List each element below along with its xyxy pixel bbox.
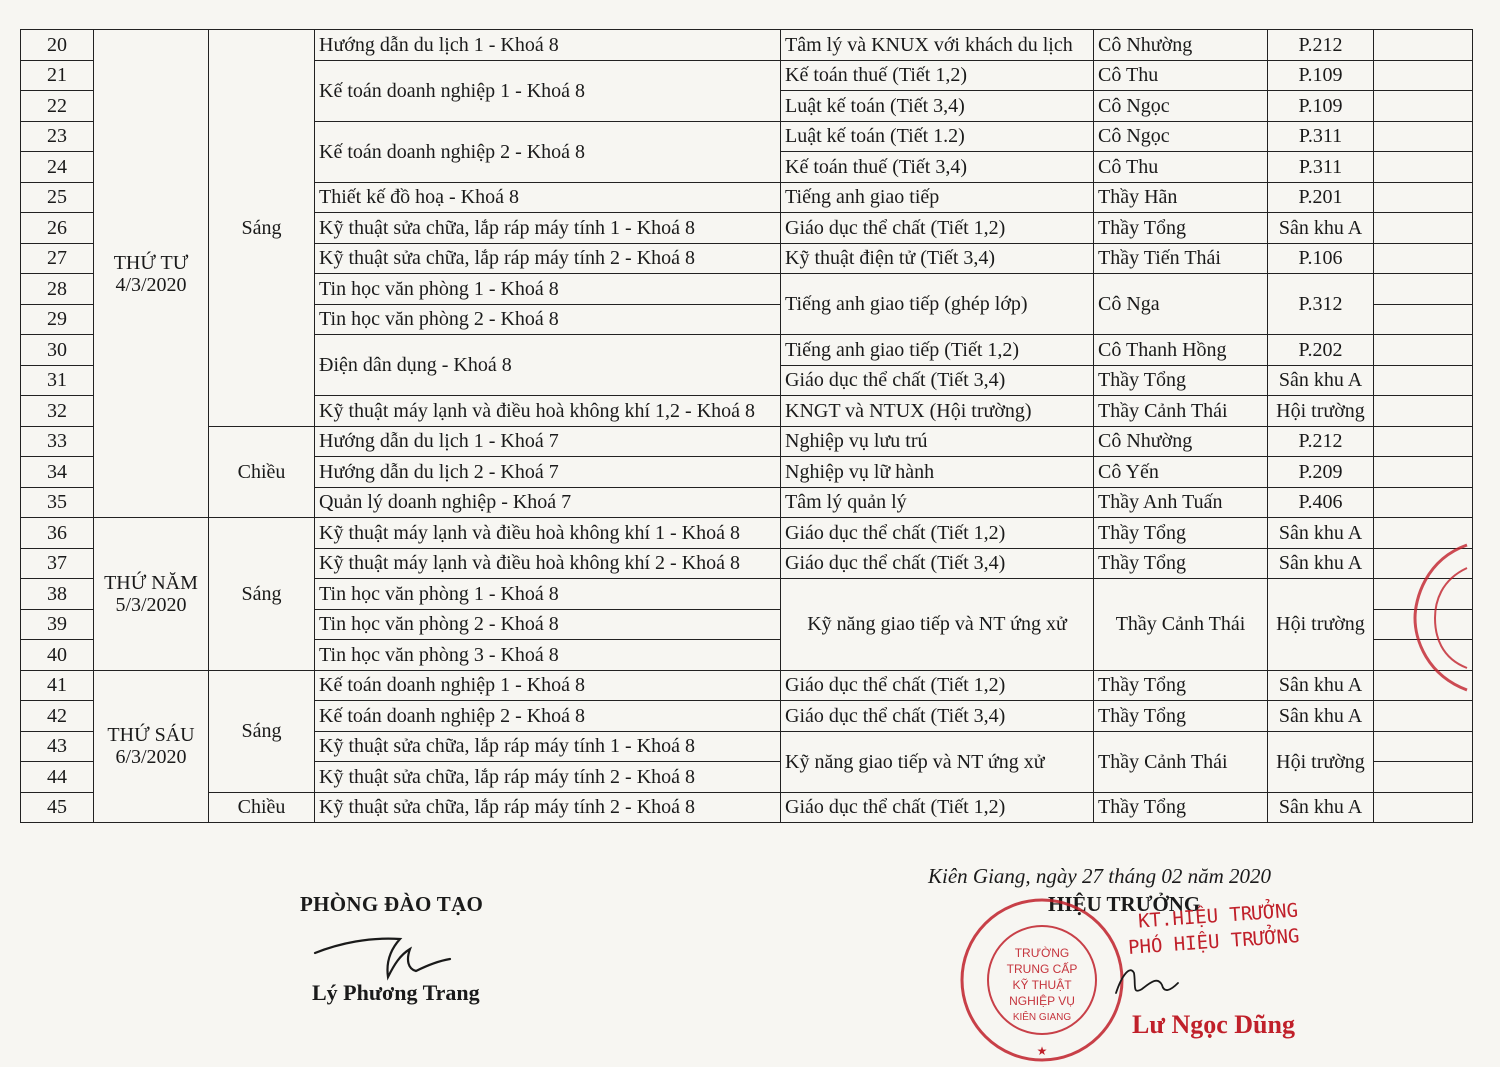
- room-cell: Hội trường: [1268, 396, 1374, 427]
- subject-cell: Tâm lý quản lý: [781, 487, 1094, 518]
- subject-cell: Giáo dục thể chất (Tiết 1,2): [781, 670, 1094, 701]
- room-cell: Sân khu A: [1268, 213, 1374, 244]
- schedule-table: [20, 29, 1473, 823]
- day-cell: [94, 30, 209, 518]
- table-row: [21, 426, 1473, 457]
- teacher-cell: Thầy Tổng: [1094, 701, 1268, 732]
- blank-cell: [1374, 762, 1473, 793]
- row-number: 36: [21, 518, 94, 549]
- room-cell: Sân khu A: [1268, 548, 1374, 579]
- table-row: [21, 792, 1473, 823]
- teacher-cell: Thầy Tổng: [1094, 518, 1268, 549]
- room-cell: P.212: [1268, 30, 1374, 61]
- subject-cell: Kỹ thuật điện tử (Tiết 3,4): [781, 243, 1094, 274]
- blank-cell: [1374, 121, 1473, 152]
- room-cell: P.311: [1268, 121, 1374, 152]
- svg-text:NGHIỆP VỤ: NGHIỆP VỤ: [1009, 994, 1075, 1008]
- blank-cell: [1374, 213, 1473, 244]
- class-cell: Kỹ thuật sửa chữa, lắp ráp máy tính 1 - Khoá 8: [315, 731, 781, 762]
- subject-cell: Nghiệp vụ lưu trú: [781, 426, 1094, 457]
- teacher-cell: Cô Thu: [1094, 60, 1268, 91]
- row-number: 45: [21, 792, 94, 823]
- table-row: [21, 518, 1473, 549]
- blank-cell: [1374, 487, 1473, 518]
- subject-cell: Tiếng anh giao tiếp (Tiết 1,2): [781, 335, 1094, 366]
- row-number: 35: [21, 487, 94, 518]
- room-cell: P.109: [1268, 60, 1374, 91]
- subject-cell: Kỹ năng giao tiếp và NT ứng xử: [781, 731, 1094, 792]
- row-number: 33: [21, 426, 94, 457]
- class-cell: Kỹ thuật sửa chữa, lắp ráp máy tính 2 - Khoá 8: [315, 792, 781, 823]
- subject-cell: Tiếng anh giao tiếp (ghép lớp): [781, 274, 1094, 335]
- subject-cell: Giáo dục thể chất (Tiết 1,2): [781, 213, 1094, 244]
- teacher-cell: Cô Nhường: [1094, 30, 1268, 61]
- class-cell: Kỹ thuật máy lạnh và điều hoà không khí 1,2 - Khoá 8: [315, 396, 781, 427]
- row-number: 41: [21, 670, 94, 701]
- blank-cell: [1374, 304, 1473, 335]
- room-cell: Hội trường: [1268, 579, 1374, 671]
- department-signer-name: Lý Phương Trang: [312, 980, 480, 1005]
- class-cell: Điện dân dụng - Khoá 8: [315, 335, 781, 396]
- room-cell: P.201: [1268, 182, 1374, 213]
- table-row: [21, 670, 1473, 701]
- teacher-cell: Cô Ngọc: [1094, 91, 1268, 122]
- subject-cell: Luật kế toán (Tiết 1.2): [781, 121, 1094, 152]
- row-number: 39: [21, 609, 94, 640]
- principal-title: HIỆU TRƯỞNG: [1048, 892, 1201, 916]
- page-seal-fragment: [1405, 540, 1475, 695]
- room-cell: P.312: [1268, 274, 1374, 335]
- room-cell: Sân khu A: [1268, 701, 1374, 732]
- deputy-line-1: KT.HIỆU TRƯỞNG: [1137, 899, 1299, 933]
- teacher-cell: Thầy Anh Tuấn: [1094, 487, 1268, 518]
- teacher-cell: Cô Thanh Hồng: [1094, 335, 1268, 366]
- row-number: 34: [21, 457, 94, 488]
- teacher-cell: Thầy Cảnh Thái: [1094, 731, 1268, 792]
- row-number: 28: [21, 274, 94, 305]
- subject-cell: Giáo dục thể chất (Tiết 3,4): [781, 365, 1094, 396]
- room-cell: Sân khu A: [1268, 670, 1374, 701]
- subject-cell: Tâm lý và KNUX với khách du lịch: [781, 30, 1094, 61]
- subject-cell: Giáo dục thể chất (Tiết 3,4): [781, 548, 1094, 579]
- teacher-cell: Cô Ngọc: [1094, 121, 1268, 152]
- teacher-cell: Thầy Tổng: [1094, 792, 1268, 823]
- subject-cell: KNGT và NTUX (Hội trường): [781, 396, 1094, 427]
- blank-cell: [1374, 701, 1473, 732]
- subject-cell: Giáo dục thể chất (Tiết 3,4): [781, 701, 1094, 732]
- blank-cell: [1374, 365, 1473, 396]
- room-cell: P.311: [1268, 152, 1374, 183]
- room-cell: P.209: [1268, 457, 1374, 488]
- row-number: 22: [21, 91, 94, 122]
- svg-text:TRƯỜNG: TRƯỜNG: [1014, 946, 1070, 960]
- room-cell: Sân khu A: [1268, 518, 1374, 549]
- room-cell: Sân khu A: [1268, 365, 1374, 396]
- class-cell: Tin học văn phòng 1 - Khoá 8: [315, 579, 781, 610]
- session-cell: Sáng: [209, 518, 315, 671]
- blank-cell: [1374, 792, 1473, 823]
- day-date: 4/3/2020: [115, 273, 187, 296]
- day-name: THỨ TƯ: [113, 251, 189, 274]
- row-number: 27: [21, 243, 94, 274]
- session-cell: Sáng: [209, 30, 315, 427]
- session-cell: Chiều: [209, 426, 315, 518]
- class-cell: Kỹ thuật sửa chữa, lắp ráp máy tính 1 - Khoá 8: [315, 213, 781, 244]
- row-number: 20: [21, 30, 94, 61]
- row-number: 43: [21, 731, 94, 762]
- class-cell: Kỹ thuật sửa chữa, lắp ráp máy tính 2 - Khoá 8: [315, 243, 781, 274]
- subject-cell: Nghiệp vụ lữ hành: [781, 457, 1094, 488]
- place-date: Kiên Giang, ngày 27 tháng 02 năm 2020: [928, 864, 1271, 888]
- subject-cell: Kế toán thuế (Tiết 1,2): [781, 60, 1094, 91]
- room-cell: P.109: [1268, 91, 1374, 122]
- row-number: 30: [21, 335, 94, 366]
- class-cell: Tin học văn phòng 2 - Khoá 8: [315, 304, 781, 335]
- room-cell: P.106: [1268, 243, 1374, 274]
- row-number: 29: [21, 304, 94, 335]
- principal-signer-name: Lư Ngọc Dũng: [1132, 1010, 1295, 1039]
- department-signature: [310, 925, 460, 985]
- svg-text:TRUNG CẤP: TRUNG CẤP: [1006, 962, 1078, 976]
- blank-cell: [1374, 731, 1473, 762]
- class-cell: Kỹ thuật sửa chữa, lắp ráp máy tính 2 - Khoá 8: [315, 762, 781, 793]
- teacher-cell: Thầy Tổng: [1094, 213, 1268, 244]
- day-cell: [94, 670, 209, 823]
- class-cell: Kế toán doanh nghiệp 1 - Khoá 8: [315, 60, 781, 121]
- blank-cell: [1374, 426, 1473, 457]
- class-cell: Quản lý doanh nghiệp - Khoá 7: [315, 487, 781, 518]
- blank-cell: [1374, 335, 1473, 366]
- class-cell: Kỹ thuật máy lạnh và điều hoà không khí 2 - Khoá 8: [315, 548, 781, 579]
- subject-cell: Giáo dục thể chất (Tiết 1,2): [781, 792, 1094, 823]
- row-number: 26: [21, 213, 94, 244]
- room-cell: Hội trường: [1268, 731, 1374, 792]
- teacher-cell: Thầy Tổng: [1094, 670, 1268, 701]
- blank-cell: [1374, 274, 1473, 305]
- teacher-cell: Cô Nhường: [1094, 426, 1268, 457]
- row-number: 37: [21, 548, 94, 579]
- school-stamp: [955, 895, 1130, 1065]
- teacher-cell: Cô Thu: [1094, 152, 1268, 183]
- row-number: 21: [21, 60, 94, 91]
- day-name: THỨ SÁU: [107, 724, 195, 747]
- room-cell: Sân khu A: [1268, 792, 1374, 823]
- day-date: 6/3/2020: [115, 746, 187, 769]
- day-name: THỨ NĂM: [104, 571, 198, 594]
- blank-cell: [1374, 91, 1473, 122]
- class-cell: Tin học văn phòng 3 - Khoá 8: [315, 640, 781, 671]
- teacher-cell: Thầy Cảnh Thái: [1094, 396, 1268, 427]
- class-cell: Kế toán doanh nghiệp 1 - Khoá 8: [315, 670, 781, 701]
- teacher-cell: Thầy Hãn: [1094, 182, 1268, 213]
- department-title: PHÒNG ĐÀO TẠO: [300, 892, 484, 916]
- row-number: 32: [21, 396, 94, 427]
- blank-cell: [1374, 182, 1473, 213]
- row-number: 24: [21, 152, 94, 183]
- teacher-cell: Cô Yến: [1094, 457, 1268, 488]
- session-cell: Sáng: [209, 670, 315, 792]
- class-cell: Hướng dẫn du lịch 2 - Khoá 7: [315, 457, 781, 488]
- deputy-line-2: PHÓ HIỆU TRƯỞNG: [1127, 925, 1301, 959]
- class-cell: Hướng dẫn du lịch 1 - Khoá 7: [315, 426, 781, 457]
- subject-cell: Giáo dục thể chất (Tiết 1,2): [781, 518, 1094, 549]
- room-cell: P.212: [1268, 426, 1374, 457]
- svg-text:KIÊN GIANG: KIÊN GIANG: [1012, 1012, 1072, 1023]
- subject-cell: Kế toán thuế (Tiết 3,4): [781, 152, 1094, 183]
- class-cell: Hướng dẫn du lịch 1 - Khoá 8: [315, 30, 781, 61]
- blank-cell: [1374, 243, 1473, 274]
- blank-cell: [1374, 30, 1473, 61]
- day-cell: [94, 518, 209, 671]
- teacher-cell: Cô Nga: [1094, 274, 1268, 335]
- principal-signature: [1108, 955, 1198, 1005]
- row-number: 25: [21, 182, 94, 213]
- room-cell: P.406: [1268, 487, 1374, 518]
- blank-cell: [1374, 152, 1473, 183]
- subject-cell: Kỹ năng giao tiếp và NT ứng xử: [781, 579, 1094, 671]
- room-cell: P.202: [1268, 335, 1374, 366]
- teacher-cell: Thầy Tiến Thái: [1094, 243, 1268, 274]
- row-number: 42: [21, 701, 94, 732]
- class-cell: Kế toán doanh nghiệp 2 - Khoá 8: [315, 701, 781, 732]
- row-number: 23: [21, 121, 94, 152]
- class-cell: Tin học văn phòng 1 - Khoá 8: [315, 274, 781, 305]
- blank-cell: [1374, 396, 1473, 427]
- class-cell: Kỹ thuật máy lạnh và điều hoà không khí 1 - Khoá 8: [315, 518, 781, 549]
- row-number: 38: [21, 579, 94, 610]
- class-cell: Thiết kế đồ hoạ - Khoá 8: [315, 182, 781, 213]
- class-cell: Tin học văn phòng 2 - Khoá 8: [315, 609, 781, 640]
- subject-cell: Luật kế toán (Tiết 3,4): [781, 91, 1094, 122]
- session-cell: Chiều: [209, 792, 315, 823]
- svg-text:KỸ THUẬT: KỸ THUẬT: [1012, 978, 1072, 992]
- day-date: 5/3/2020: [115, 593, 187, 616]
- teacher-cell: Thầy Tổng: [1094, 365, 1268, 396]
- class-cell: Kế toán doanh nghiệp 2 - Khoá 8: [315, 121, 781, 182]
- teacher-cell: Thầy Tổng: [1094, 548, 1268, 579]
- subject-cell: Tiếng anh giao tiếp: [781, 182, 1094, 213]
- row-number: 40: [21, 640, 94, 671]
- table-row: [21, 30, 1473, 61]
- blank-cell: [1374, 457, 1473, 488]
- row-number: 31: [21, 365, 94, 396]
- blank-cell: [1374, 60, 1473, 91]
- svg-text:★: ★: [1036, 1044, 1048, 1058]
- teacher-cell: Thầy Cảnh Thái: [1094, 579, 1268, 671]
- row-number: 44: [21, 762, 94, 793]
